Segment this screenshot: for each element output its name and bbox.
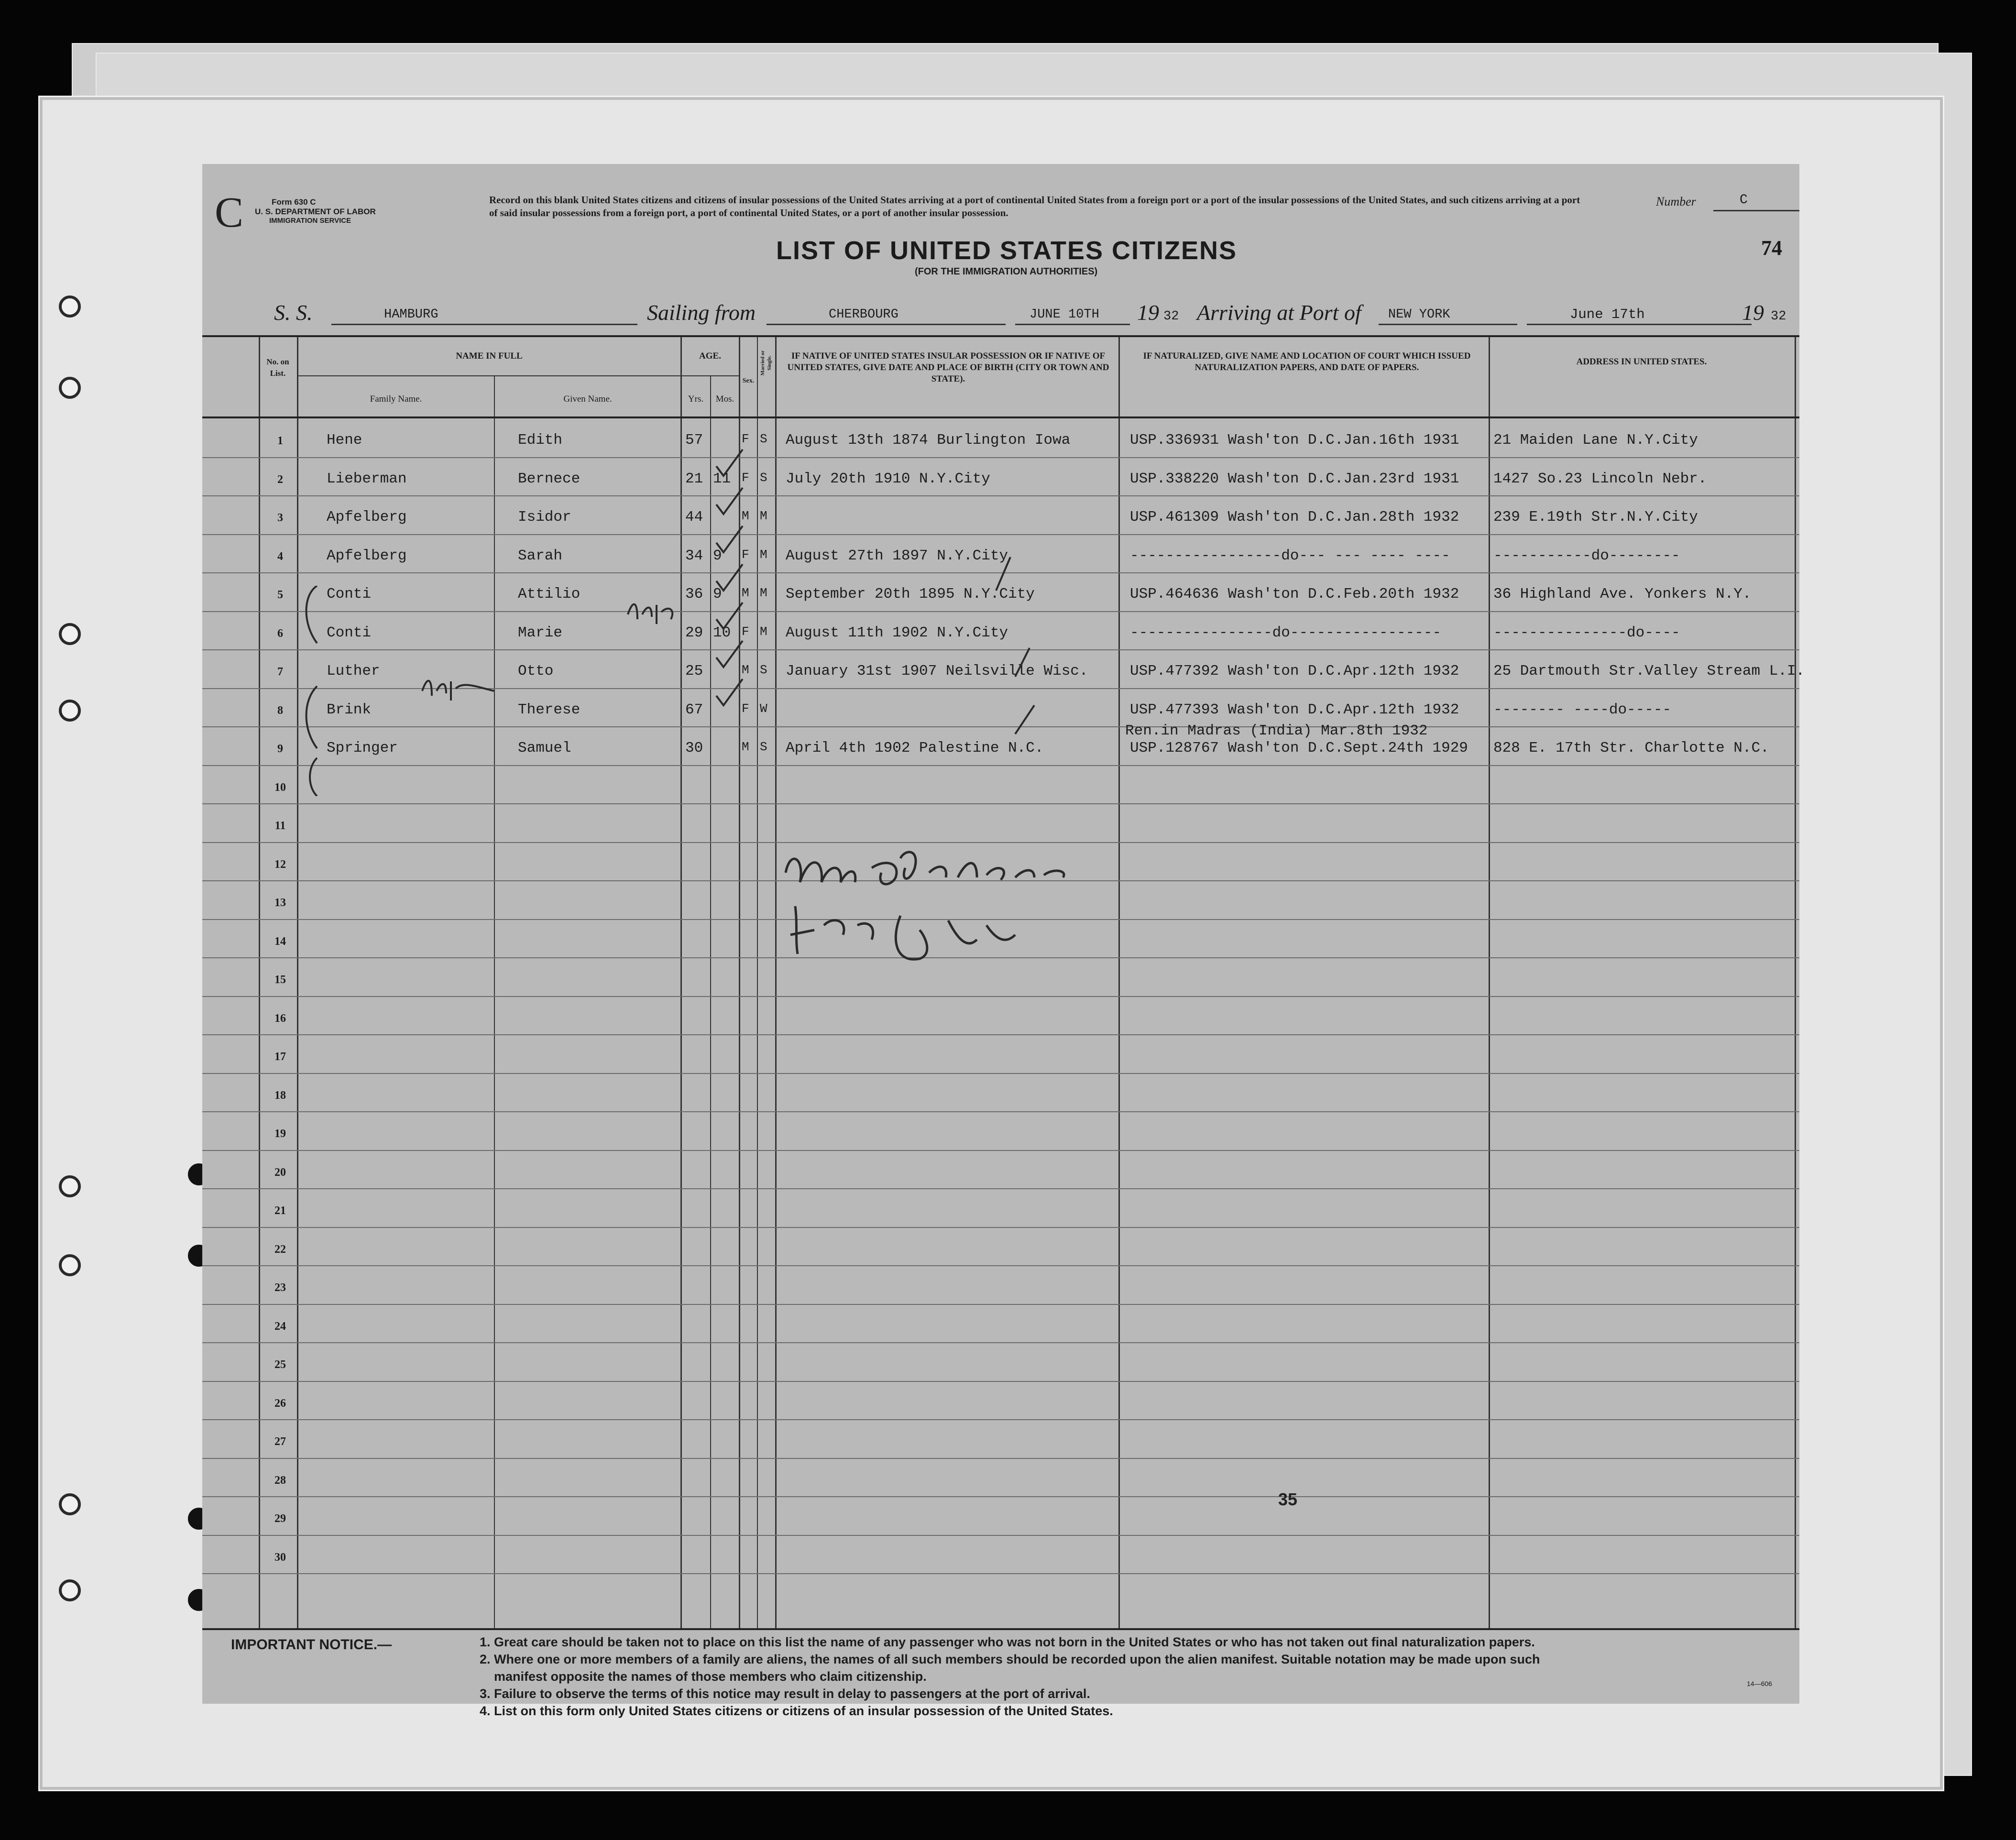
table-row: [202, 1496, 1799, 1535]
row-number: 20: [274, 1166, 286, 1179]
row-number: 17: [274, 1051, 286, 1063]
notice-item-3: 3. Failure to observe the terms of this notice may result in delay to passengers at the port of arrival.: [480, 1687, 1090, 1701]
cell-mos: 9: [713, 547, 722, 564]
cell-ms: S: [760, 663, 767, 677]
row-number: 9: [277, 743, 283, 755]
cell-mos: 11: [713, 470, 731, 487]
instructions: Record on this blank United States citizens and citizens of insular possessions of the United States arriving at a port of continental United States from a foreign port or a port of the insular possessions of the United States, and such citizens arriving at a port of said insular possessions from a foreign port, a port of continental United States, or a port of another insular possession.: [489, 194, 1580, 219]
cell-nat: USP.336931 Wash'ton D.C.Jan.16th 1931: [1130, 432, 1459, 449]
row-number: 5: [277, 589, 283, 601]
cell-birth: April 4th 1902 Palestine N.C.: [786, 740, 1044, 756]
cell-nat: USP.461309 Wash'ton D.C.Jan.28th 1932: [1130, 509, 1459, 526]
notice-item-2: 2. Where one or more members of a family are aliens, the names of all such members should be recorded upon the alien manifest. Suitable notation may be made upon such: [480, 1652, 1540, 1666]
cell-sex: M: [742, 509, 749, 523]
cell-nat: ----------------do-----------------: [1130, 624, 1442, 641]
binder-hole: [59, 377, 81, 399]
cell-given: Attilio: [518, 586, 581, 602]
row-number: 19: [274, 1128, 286, 1140]
form-c-mark: C: [215, 189, 244, 236]
form-code: 14—606: [1747, 1680, 1772, 1687]
cell-given: Otto: [518, 663, 554, 679]
cell-nat: -----------------do--- --- ---- ----: [1130, 547, 1450, 564]
cell-given: Samuel: [518, 740, 571, 756]
cell-address: -----------do--------: [1493, 547, 1680, 564]
stamp-mark: 35: [1278, 1490, 1298, 1509]
table-row: [202, 1034, 1799, 1073]
row-number: 7: [277, 666, 283, 678]
cell-birth: August 13th 1874 Burlington Iowa: [786, 432, 1071, 449]
table-row: [202, 1535, 1799, 1574]
row-number: 4: [277, 550, 283, 563]
arriving-label: Arriving at Port of: [1197, 300, 1361, 325]
row-number: 30: [274, 1551, 286, 1564]
form-id: Form 630 C: [272, 197, 316, 207]
row-number: 2: [277, 473, 283, 486]
handwritten-signature: [776, 830, 1159, 983]
cell-address: 239 E.19th Str.N.Y.City: [1493, 509, 1698, 526]
cell-birth: September 20th 1895 N.Y.City: [786, 586, 1035, 602]
cell-family: Luther: [327, 663, 380, 679]
department: U. S. DEPARTMENT OF LABOR: [255, 207, 376, 216]
header-age: AGE.: [699, 351, 721, 361]
binder-hole: [59, 1254, 81, 1276]
notice-heading: IMPORTANT NOTICE.—: [231, 1637, 392, 1653]
sailing-port: CHERBOURG: [829, 307, 898, 322]
header-sex: Sex.: [742, 377, 755, 384]
cell-sex: F: [742, 624, 749, 639]
table-row: [202, 418, 1799, 457]
row-number: 23: [274, 1281, 286, 1294]
sailing-date-line: [1015, 324, 1130, 325]
cell-family: Hene: [327, 432, 362, 449]
notice-item-1: 1. Great care should be taken not to place on this list the name of any passenger who was not born in the United States or who has not taken out final naturalization papers.: [480, 1635, 1535, 1649]
cell-address: 25 Dartmouth Str.Valley Stream L.I.: [1493, 663, 1805, 679]
cell-family: Springer: [327, 740, 398, 756]
table-row: [202, 495, 1799, 534]
row-number: 27: [274, 1435, 286, 1448]
row-number: 8: [277, 704, 283, 717]
checkmark-column: [714, 447, 752, 772]
manifest-form: [202, 164, 1805, 1718]
cell-sex: F: [742, 701, 749, 716]
table-row: [202, 1265, 1799, 1304]
number-line: [1713, 210, 1799, 211]
sailing-year: 32: [1163, 309, 1179, 324]
cell-yrs: 44: [685, 509, 703, 526]
cell-mos: 10: [713, 624, 731, 641]
cell-yrs: 21: [685, 470, 703, 487]
row-number: 14: [274, 935, 286, 948]
cell-birth: August 27th 1897 N.Y.City: [786, 547, 1008, 564]
header-naturalized: IF NATURALIZED, GIVE NAME AND LOCATION OF COURT WHICH ISSUED NATURALIZATION PAPERS, AND DATE OF PAPERS.: [1143, 351, 1471, 372]
cell-given: Marie: [518, 624, 563, 641]
row-number: 15: [274, 974, 286, 986]
header-given-name: Given Name.: [563, 394, 612, 404]
cell-ms: S: [760, 740, 767, 754]
cell-nat-note: Ren.in Madras (India) Mar.8th 1932: [1125, 723, 1428, 739]
cell-yrs: 57: [685, 432, 703, 449]
row-number: 6: [277, 627, 283, 640]
row-number: 11: [274, 820, 286, 832]
cell-given: Therese: [518, 701, 581, 718]
table-row: [202, 1381, 1799, 1420]
handwritten-wife-note-2: [417, 672, 504, 705]
cell-address: ---------------do----: [1493, 624, 1680, 641]
cell-sex: M: [742, 663, 749, 677]
sailing-port-line: [767, 324, 1006, 325]
table-row: [202, 1111, 1799, 1150]
binder-hole: [59, 700, 81, 722]
header-yrs: Yrs.: [688, 394, 704, 404]
cell-birth: July 20th 1910 N.Y.City: [786, 470, 990, 487]
binder-hole: [59, 296, 81, 318]
ss-label: S. S.: [274, 300, 313, 325]
arriving-year-prefix: 19: [1742, 300, 1764, 325]
arriving-port: NEW YORK: [1388, 307, 1450, 322]
cell-nat: USP.128767 Wash'ton D.C.Sept.24th 1929: [1130, 740, 1468, 756]
table-row: [202, 457, 1799, 496]
service: IMMIGRATION SERVICE: [269, 217, 351, 225]
cell-yrs: 29: [685, 624, 703, 641]
cell-nat: USP.464636 Wash'ton D.C.Feb.20th 1932: [1130, 586, 1459, 602]
binder-hole: [59, 623, 81, 645]
table-row: [202, 1342, 1799, 1381]
row-number: 22: [274, 1243, 286, 1256]
cell-yrs: 30: [685, 740, 703, 756]
cell-nat: USP.477393 Wash'ton D.C.Apr.12th 1932: [1130, 701, 1459, 718]
cell-sex: F: [742, 432, 749, 446]
arriving-year: 32: [1771, 309, 1786, 324]
arriving-port-line: [1379, 324, 1517, 325]
row-number: 28: [274, 1474, 286, 1487]
sailing-year-prefix: 19: [1137, 300, 1159, 325]
row-number: 1: [277, 435, 283, 447]
cell-ms: S: [760, 470, 767, 485]
cell-sex: F: [742, 547, 749, 562]
row-number: 21: [274, 1205, 286, 1217]
sailing-label: Sailing from: [647, 300, 756, 325]
table-row: [202, 1073, 1799, 1112]
cell-family: Apfelberg: [327, 509, 407, 526]
ship-line: [331, 324, 637, 325]
binder-hole: [59, 1579, 81, 1601]
cell-yrs: 34: [685, 547, 703, 564]
number-value: C: [1740, 193, 1748, 208]
row-number: 24: [274, 1320, 286, 1333]
sailing-date: JUNE 10TH: [1030, 307, 1099, 322]
header-family-name: Family Name.: [370, 394, 422, 404]
cell-given: Bernece: [518, 470, 581, 487]
cell-nat: USP.477392 Wash'ton D.C.Apr.12th 1932: [1130, 663, 1459, 679]
row-number: 18: [274, 1089, 286, 1102]
table-row: [202, 1150, 1799, 1189]
family-bracket: [298, 586, 327, 796]
arriving-date-line: [1527, 324, 1752, 325]
cell-birth: August 11th 1902 N.Y.City: [786, 624, 1008, 641]
cell-family: Lieberman: [327, 470, 407, 487]
header-name-in-full: NAME IN FULL: [456, 351, 523, 361]
cell-nat: USP.338220 Wash'ton D.C.Jan.23rd 1931: [1130, 470, 1459, 487]
ship-name: HAMBURG: [384, 307, 438, 322]
cell-yrs: 36: [685, 586, 703, 602]
notice-item-2-cont: manifest opposite the names of those members who claim citizenship.: [494, 1669, 927, 1684]
cell-family: Apfelberg: [327, 547, 407, 564]
row-number: 29: [274, 1512, 286, 1525]
page-number: 74: [1761, 236, 1782, 260]
cell-ms: M: [760, 509, 767, 523]
binder-hole: [59, 1175, 81, 1197]
table-row: [202, 1188, 1799, 1227]
manifest-table: [202, 335, 1805, 1630]
cell-family: Conti: [327, 586, 372, 602]
header-birth: IF NATIVE OF UNITED STATES INSULAR POSSESSION OR IF NATIVE OF UNITED STATES, GIVE DATE AND PLACE OF BIRTH (CITY OR TOWN AND STATE).: [787, 351, 1109, 384]
header-married: Married or Single.: [760, 350, 772, 376]
cell-sex: F: [742, 470, 749, 485]
number-label: Number: [1656, 195, 1696, 208]
pencil-tick-marks: [967, 552, 1063, 772]
table-row: [202, 1227, 1799, 1266]
row-number: 3: [277, 512, 283, 524]
cell-yrs: 25: [685, 663, 703, 679]
cell-birth: January 31st 1907 Neilsville Wisc.: [786, 663, 1088, 679]
row-number: 13: [274, 897, 286, 909]
cell-address: 21 Maiden Lane N.Y.City: [1493, 432, 1698, 449]
cell-sex: M: [742, 586, 749, 600]
cell-given: Edith: [518, 432, 563, 449]
table-row: [202, 1458, 1799, 1497]
row-number: 25: [274, 1358, 286, 1371]
cell-ms: S: [760, 432, 767, 446]
cell-yrs: 67: [685, 701, 703, 718]
cell-address: 1427 So.23 Lincoln Nebr.: [1493, 470, 1707, 487]
cell-address: -------- ----do-----: [1493, 701, 1672, 718]
table-row: [202, 1419, 1799, 1458]
cell-given: Sarah: [518, 547, 563, 564]
header-no-on-list: No. on List.: [266, 357, 289, 378]
cell-ms: M: [760, 586, 767, 600]
cell-family: Conti: [327, 624, 372, 641]
cell-ms: M: [760, 547, 767, 562]
age-subheader-rule: [680, 375, 739, 376]
row-number: 26: [274, 1397, 286, 1410]
cell-ms: W: [760, 701, 767, 716]
cell-address: 828 E. 17th Str. Charlotte N.C.: [1493, 740, 1769, 756]
row-number: 12: [274, 858, 286, 871]
arriving-date: June 17th: [1570, 307, 1645, 322]
page-title: LIST OF UNITED STATES CITIZENS: [776, 236, 1237, 265]
binder-hole: [59, 1493, 81, 1515]
cell-sex: M: [742, 740, 749, 754]
row-rule: [202, 1573, 1799, 1574]
name-subheader-rule: [298, 375, 680, 376]
manifest-page: [38, 96, 1944, 1791]
cell-given: Isidor: [518, 509, 571, 526]
table-row: [202, 1304, 1799, 1343]
cell-family: Brink: [327, 701, 372, 718]
notice-item-4: 4. List on this form only United States citizens or citizens of an insular possession of the United States.: [480, 1704, 1113, 1718]
row-number: 16: [274, 1012, 286, 1025]
cell-mos: 9: [713, 586, 722, 602]
cell-address: 36 Highland Ave. Yonkers N.Y.: [1493, 586, 1752, 602]
row-number: 10: [274, 781, 286, 794]
page-subtitle: (FOR THE IMMIGRATION AUTHORITIES): [915, 266, 1098, 277]
header-mos: Mos.: [715, 394, 734, 404]
header-address: ADDRESS IN UNITED STATES.: [1576, 357, 1707, 367]
table-row: [202, 996, 1799, 1035]
handwritten-wife-note-1: [623, 595, 690, 629]
cell-ms: M: [760, 624, 767, 639]
